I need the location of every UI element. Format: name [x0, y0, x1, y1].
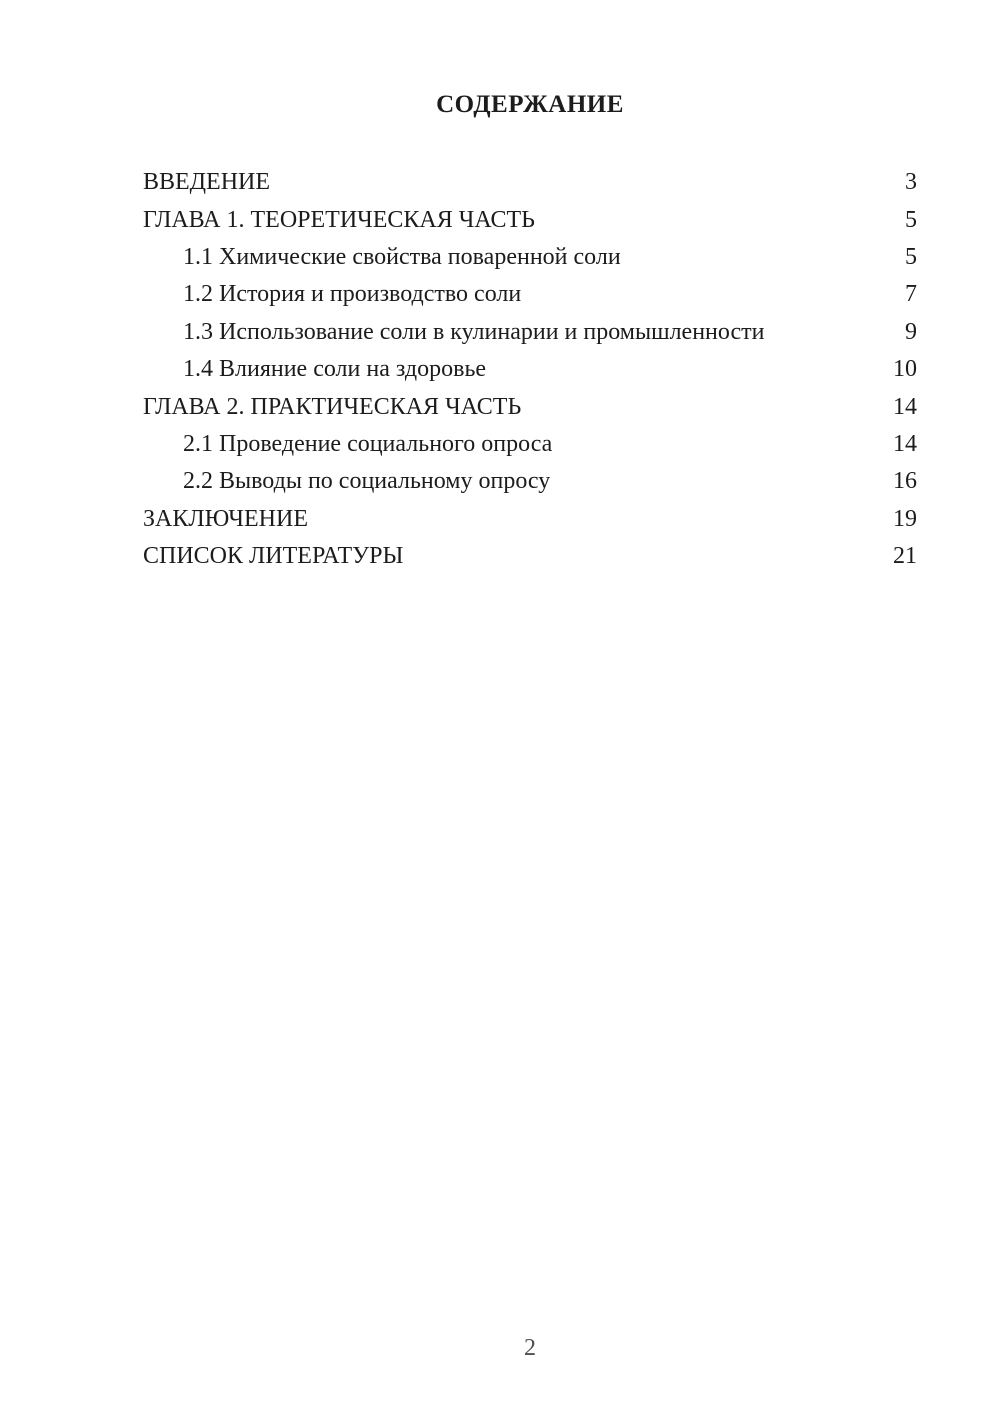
toc-entry-label: ВВЕДЕНИЕ [143, 169, 271, 196]
toc-entry [143, 463, 917, 500]
toc-entry-label: ЗАКЛЮЧЕНИЕ [143, 505, 308, 532]
toc-entry-label: СПИСОК ЛИТЕРАТУРЫ [143, 543, 404, 570]
toc-entry-page: 14 [893, 430, 917, 457]
toc-entry [143, 164, 917, 201]
page-number-footer: 2 [524, 1335, 536, 1361]
page-title: СОДЕРЖАНИЕ [436, 91, 624, 118]
toc-entry [143, 538, 917, 575]
toc-entry [143, 239, 917, 276]
toc-entry-label: 1.2 История и производство соли [183, 281, 522, 308]
toc-entry [143, 388, 917, 425]
toc-entry-label: 1.4 Влияние соли на здоровье [183, 356, 487, 383]
toc-entry-page: 5 [905, 206, 917, 233]
toc-entry-label: ГЛАВА 1. ТЕОРЕТИЧЕСКАЯ ЧАСТЬ [143, 206, 535, 233]
toc-list [143, 164, 917, 575]
toc-entry-page: 19 [893, 505, 917, 532]
toc-entry-label: 1.3 Использование соли в кулинарии и промышленности [183, 318, 765, 345]
toc-entry-page: 16 [893, 468, 917, 495]
toc-entry-label: 2.2 Выводы по социальному опросу [183, 468, 551, 495]
toc-entry-page: 14 [893, 393, 917, 420]
toc-entry [143, 426, 917, 463]
toc-entry-page: 9 [905, 318, 917, 345]
toc-entry-label: 1.1 Химические свойства поваренной соли [183, 243, 621, 270]
toc-entry-page: 21 [893, 543, 917, 570]
toc-entry-page: 3 [905, 169, 917, 196]
toc-entry [143, 201, 917, 238]
toc-entry-label: ГЛАВА 2. ПРАКТИЧЕСКАЯ ЧАСТЬ [143, 393, 522, 420]
toc-entry-label: 2.1 Проведение социального опроса [183, 430, 553, 457]
toc-entry [143, 351, 917, 388]
toc-entry [143, 314, 917, 351]
toc-entry-page: 10 [893, 356, 917, 383]
toc-entry [143, 276, 917, 313]
toc-entry [143, 501, 917, 538]
toc-entry-page: 7 [905, 281, 917, 308]
toc-entry-page: 5 [905, 243, 917, 270]
content-area [143, 0, 917, 575]
